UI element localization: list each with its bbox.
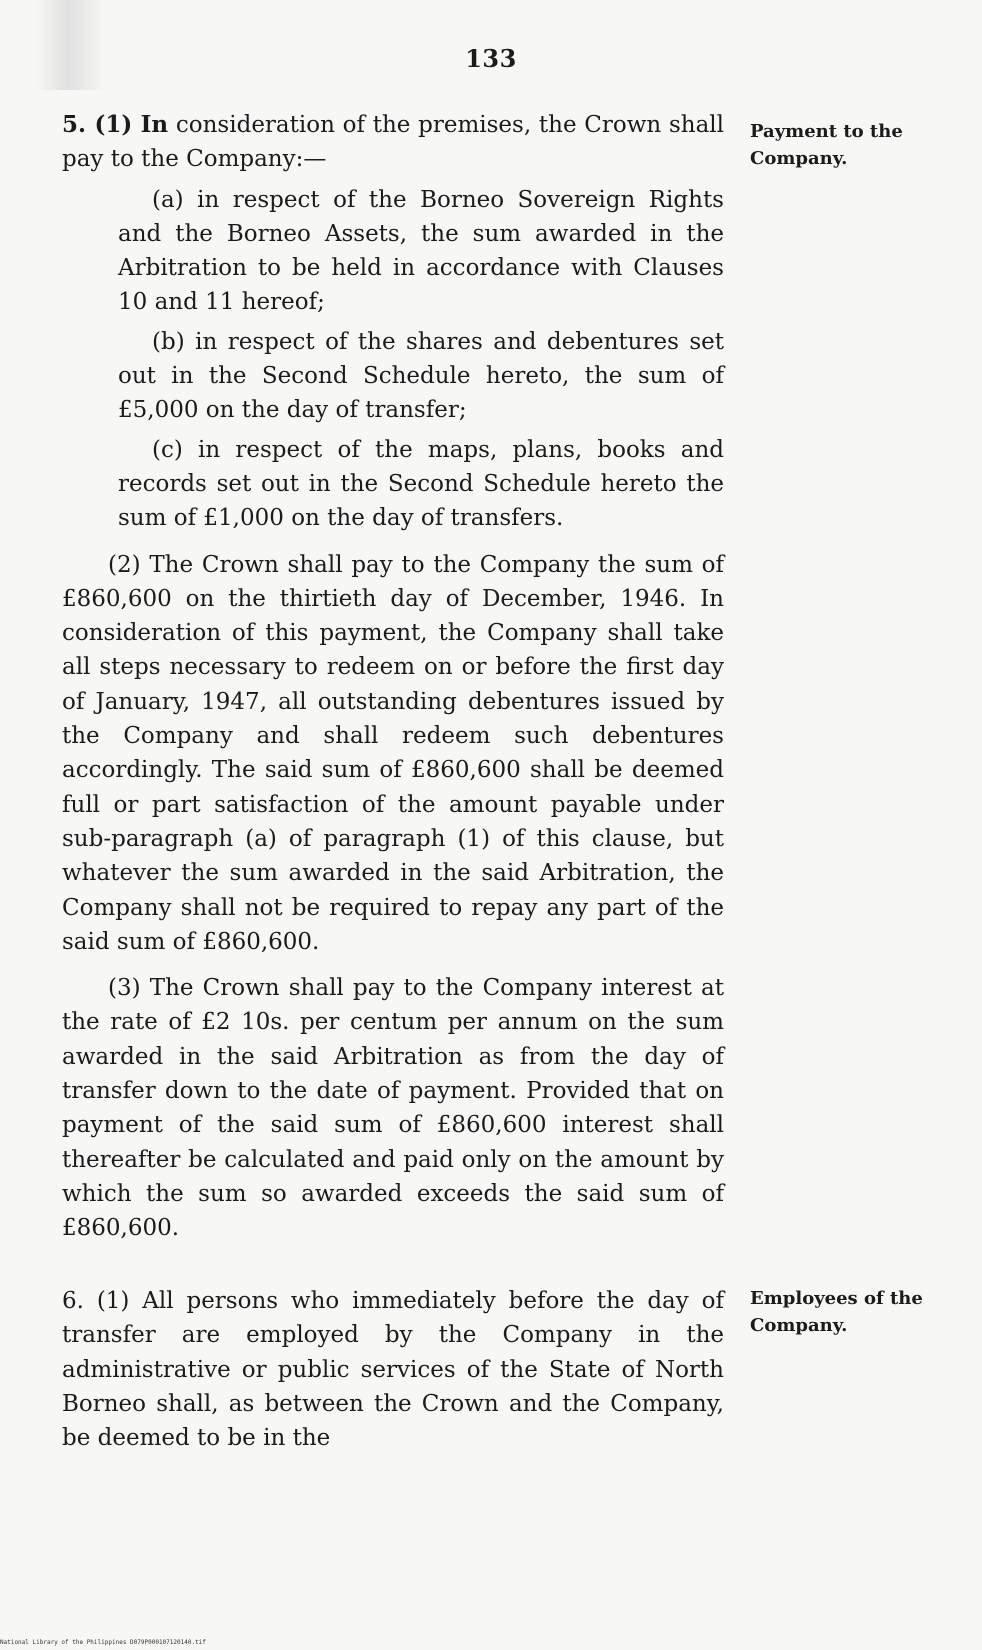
clause-5-paragraph-2: (2) The Crown shall pay to the Company the sum of £860,600 on the thirtieth day of December, 1946. In consideration of this payment, the Company shall take all steps necessary to redeem on or before the first day of January, 1947, all outstanding debentures issued by the Company and shall redeem such debentures accordingly. The said sum of £860,600 shall be deemed full or part satisfaction of the amount payable under sub-paragraph (a) of paragraph (1) of this clause, but whatever the sum awarded in the said Arbitration, the Company shall not be required to repay any part of the said sum of £860,600. xyxy=(62,551,724,955)
clause-5-item-a: (a) in respect of the Borneo Sovereign Rights and the Borneo Assets, the sum awarded in the Arbitration to be held in accordance with Clauses 10 and 11 hereof; xyxy=(118,186,724,316)
clause-6-paragraph-1: 6. (1) All persons who immediately before the day of transfer are employed by the Company in the administrative or public services of the State of North Borneo shall, as between the Crown and the Company, be deemed to be in the xyxy=(62,1288,724,1452)
page-number: 133 xyxy=(465,44,517,73)
clause-5-intro: 5. (1) In consideration of the premises, the Crown shall pay to the Company:— xyxy=(62,111,725,173)
clause-5 xyxy=(62,108,724,1246)
clause-5-item-b: (b) in respect of the shares and debentures set out in the Second Schedule hereto, the sum of £5,000 on the day of transfer; xyxy=(118,328,724,424)
clause-6 xyxy=(62,1284,724,1455)
side-note-employees: Employees of the Company. xyxy=(750,1288,923,1336)
clause-5-paragraph-3: (3) The Crown shall pay to the Company interest at the rate of £2 10s. per centum per annum on the sum awarded in the said Arbitration as from the day of transfer down to the date of payment. Provided that on payment of the said sum of £860,600 interest shall thereafter be calculated and paid only on the amount by which the sum so awarded exceeds the said sum of £860,600. xyxy=(62,975,724,1242)
clause-5-item-c: (c) in respect of the maps, plans, books and records set out in the Second Schedule hereto the sum of £1,000 on the day of transfers. xyxy=(118,436,724,532)
scan-footer: National Library of the Philippines D079P000107120140.tif xyxy=(0,1639,206,1646)
side-note-payment: Payment to the Company. xyxy=(750,121,903,169)
clause-5-lead: 5. (1) In xyxy=(62,111,169,138)
